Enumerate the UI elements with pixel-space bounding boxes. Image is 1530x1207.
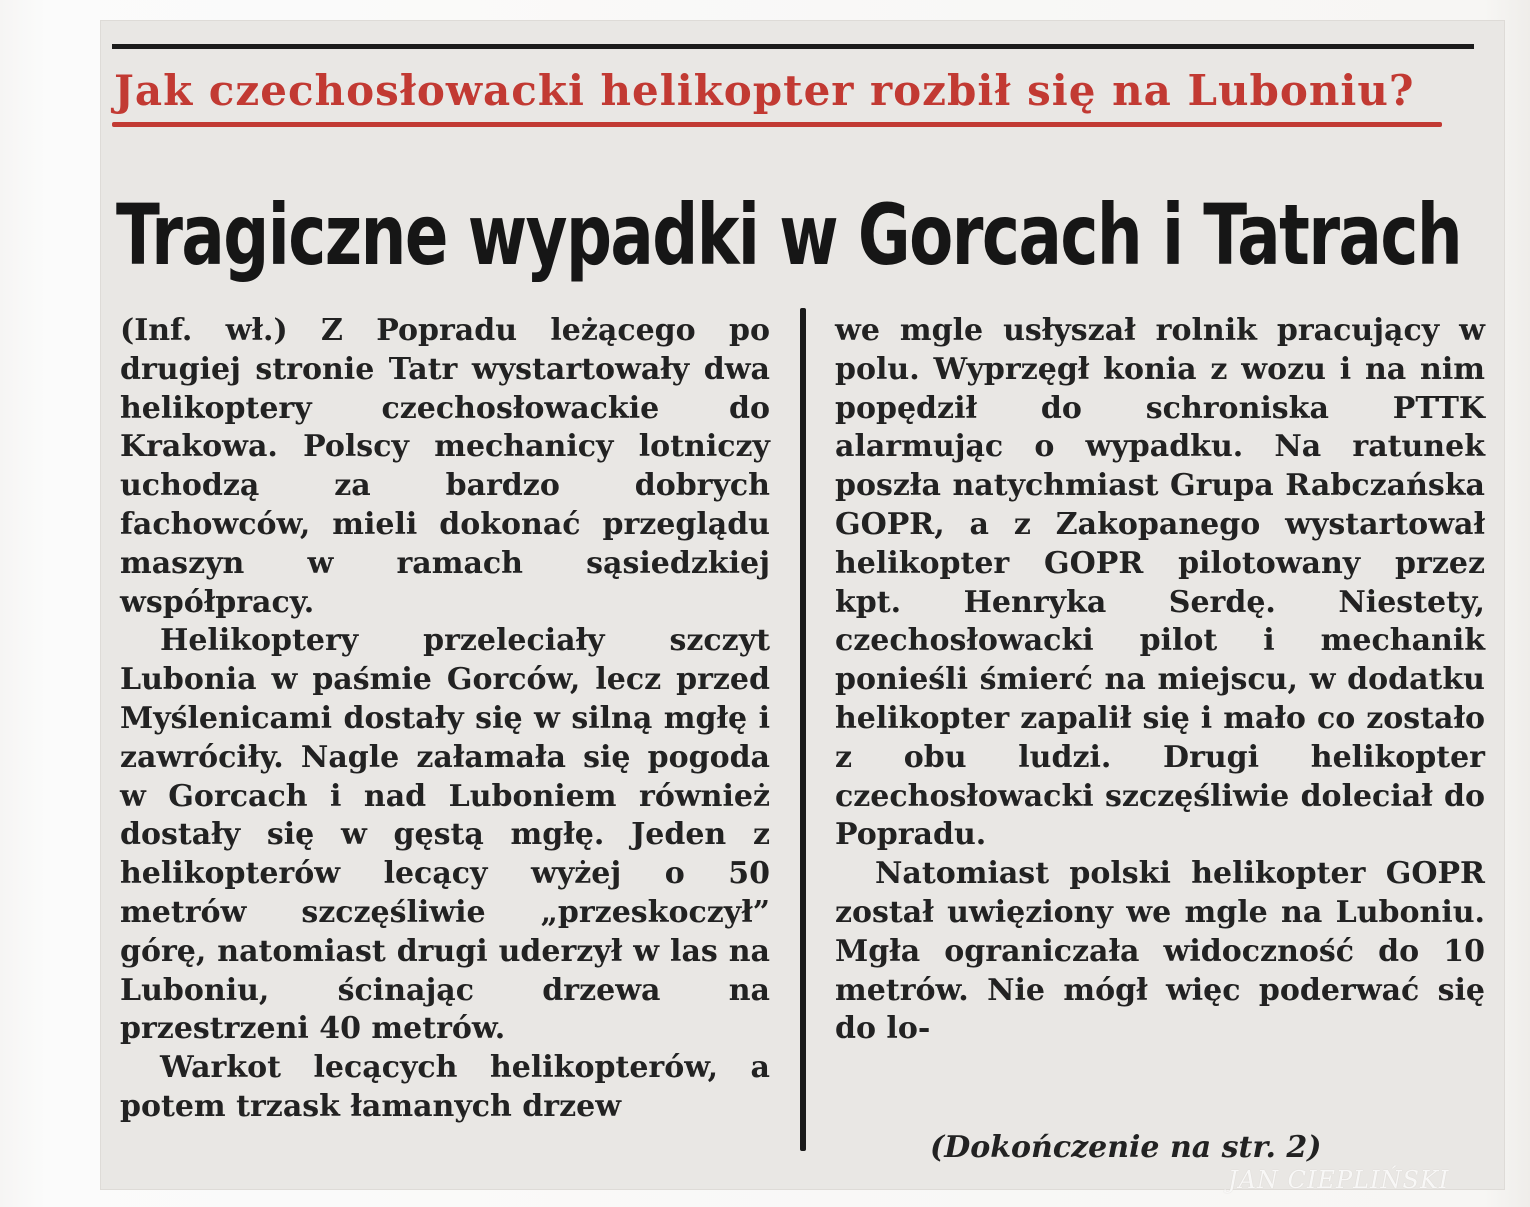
article-column-right — [835, 312, 1485, 1049]
article-column-left — [120, 312, 770, 1127]
column-divider — [800, 308, 806, 1151]
continuation-note: (Dokończenie na str. 2) — [930, 1130, 1322, 1165]
paragraph-2: Helikoptery przeleciały szczyt Lubonia w paśmie Gorców, lecz przed Myślenicami dostały się w silną mgłę i zawróciły. Nagle załamała się pogoda w Gorcach i nad Luboniem również dostały się w gęstą mgłę. Jeden z helikopterów lecący wyżej o 50 metrów szczęśliwie „przeskoczył” górę, natomiast drugi uderzył w las na Luboniu, ścinając drzewa na przestrzeni 40 metrów. — [120, 623, 770, 1047]
info-lead: (Inf. wł.) — [120, 313, 288, 348]
main-headline: Tragiczne wypadki w Gorcach i Tatrach — [116, 186, 1462, 284]
paragraph-3: Warkot lecących helikopterów, a potem trzask łamanych drzew — [120, 1050, 770, 1124]
paragraph-5: Natomiast polski helikopter GOPR został uwięziony we mgle na Luboniu. Mgła ograniczała widoczność do 10 metrów. Nie mógł więc poderwać się do lo- — [835, 856, 1485, 1047]
paragraph-1-text: Z Popradu leżącego po drugiej stronie Tatr wystartowały dwa helikoptery czechosłowackie do Krakowa. Polscy mechanicy lotniczy uchodzą za bardzo dobrych fachowców, mieli dokonać przeglądu maszyn w ramach sąsiedzkiej współpracy. — [120, 313, 770, 620]
paragraph-4: we mgle usłyszał rolnik pracujący w polu. Wyprzęgł konia z wozu i na nim popędził do schroniska PTTK alarmując o wypadku. Na ratunek poszła natychmiast Grupa Rabczańska GOPR, a z Zakopanego wystartował helikopter GOPR pilotowany przez kpt. Henryka Serdę. Niestety, czechosłowacki pilot i mechanik ponieśli śmierć na miejscu, w dodatku helikopter zapalił się i mało co zostało z obu ludzi. Drugi helikopter czechosłowacki szczęśliwie doleciał do Popradu. — [835, 313, 1485, 853]
top-rule — [112, 44, 1474, 49]
paragraph-1 — [120, 312, 770, 622]
kicker-headline: Jak czechosłowacki helikopter rozbił się na Luboniu? — [114, 66, 1415, 115]
photographer-watermark: JAN CIEPLIŃSKI — [1228, 1166, 1450, 1194]
kicker-underline — [112, 122, 1442, 127]
